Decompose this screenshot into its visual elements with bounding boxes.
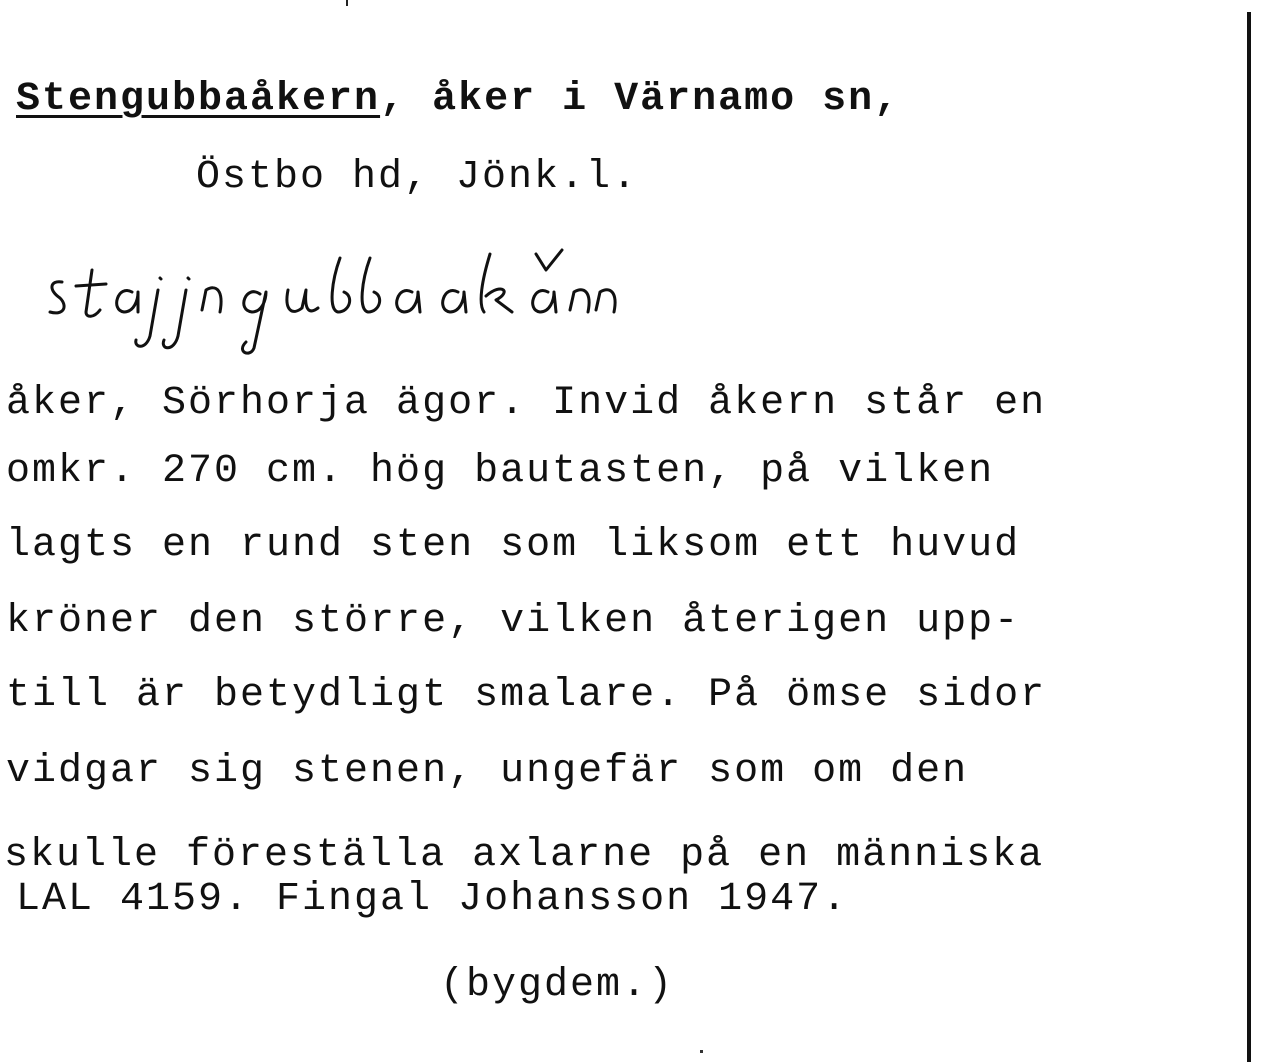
- note-line: (bygdem.): [440, 963, 675, 1008]
- handwriting-svg: [40, 240, 840, 360]
- body-line-1: åker, Sörhorja ägor. Invid åkern står en: [6, 381, 1047, 426]
- body-line-6: vidgar sig stenen, ungefär som om den: [6, 749, 969, 794]
- speck-mark: [700, 1050, 703, 1053]
- subheading: Östbo hd, Jönk.l.: [196, 155, 639, 200]
- source-line: LAL 4159. Fingal Johansson 1947.: [16, 877, 849, 922]
- body-line-4: kröner den större, vilken återigen upp-: [6, 599, 1021, 644]
- body-line-5: till är betydligt smalare. På ömse sidor: [6, 673, 1047, 718]
- body-line-3: lagts en rund sten som liksom ett huvud: [6, 523, 1021, 568]
- handwritten-dialect-form: [40, 240, 840, 360]
- top-tick-mark: [346, 0, 348, 6]
- card-edge-line: [1247, 12, 1251, 1062]
- heading-line: [16, 77, 901, 122]
- body-line-2: omkr. 270 cm. hög bautasten, på vilken: [6, 449, 995, 494]
- body-line-7: skulle föreställa axlarne på en människa: [4, 833, 1045, 878]
- headword: Stengubbaåkern: [16, 77, 381, 122]
- heading-rest: , åker i Värnamo sn,: [380, 77, 901, 122]
